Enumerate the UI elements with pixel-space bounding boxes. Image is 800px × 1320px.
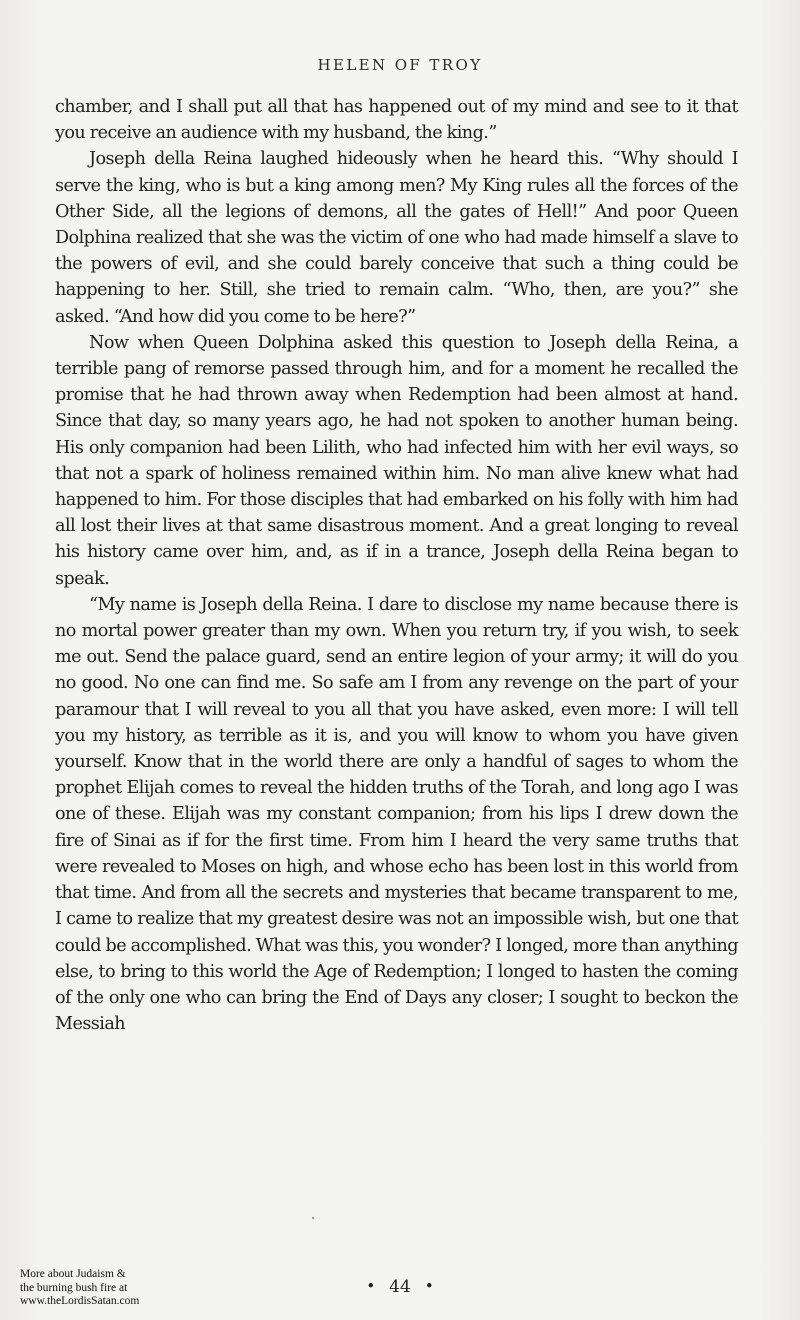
paragraph: Joseph della Reina laughed hideously when he heard this. “Why should I serve the king, who is but a king among men? My King rules all the forces of the Other Side, all the legions of demons, all the gates of Hell!” And poor Queen Dolphina realized that she was the victim of one who had made himself a slave to the powers of evil, and she could barely conceive that such a thing could be happening to her. Still, she tried to remain calm. “Who, then, are you?” she asked. “And how did you come to be here?” [55, 149, 738, 327]
bullet-ornament: • [366, 1277, 376, 1295]
footer-note-line: More about Judaism & [20, 1268, 126, 1280]
bullet-ornament: • [424, 1277, 434, 1295]
page-number [0, 1277, 800, 1297]
paragraph: chamber, and I shall put all that has happened out of my mind and see to it that you receive an audience with my husband, the king.” [55, 97, 738, 144]
footer-note-url: www.theLordisSatan.com [20, 1295, 140, 1308]
page-number-value: 44 [389, 1277, 411, 1297]
running-head: HELEN OF TROY [317, 56, 483, 74]
body-text [55, 94, 738, 1037]
footer-note-line: the burning bush fire at [20, 1281, 128, 1294]
print-speck [312, 1217, 314, 1219]
paragraph: “My name is Joseph della Reina. I dare to disclose my name because there is no mortal power greater than my own. When you return try, if you wish, to seek me out. Send the palace guard, send an entire legion of your army; it will do you no good. No one can find me. So safe am I from any revenge on the part of your paramour that I will reveal to you all that you have asked, even more: I will tell you my history, as terrible as it is, and you will know to whom you have given yourself. Know that in the world there are only a handful of sages to whom the prophet Elijah comes to reveal the hidden truths of the Torah, and long ago I was one of these. Elijah was my constant companion; from his lips I drew down the fire of Sinai as if for the first time. From him I heard the very same truths that were revealed to Moses on high, and whose echo has been lost in this world from that time. And from all the secrets and mysteries that became transparent to me, I came to realize that my greatest desire was not an impossible wish, but one that could be accomplished. What was this, you wonder? I longed, more than anything else, to bring to this world the Age of Redemption; I longed to hasten the coming of the only one who can bring the End of Days any closer; I sought to beckon the Messiah [55, 594, 738, 1035]
paragraph: Now when Queen Dolphina asked this question to Joseph della Reina, a terrible pang of remorse passed through him, and for a moment he recalled the promise that he had thrown away when Redemption had been almost at hand. Since that day, so many years ago, he had not spoken to another human being. His only companion had been Lilith, who had infected him with her evil ways, so that not a spark of holiness remained within him. No man alive knew what had happened to him. For those disciples that had embarked on his folly with him had all lost their lives at that same disastrous moment. And a great longing to reveal his history came over him, and, as if in a trance, Joseph della Reina began to speak. [55, 332, 738, 589]
